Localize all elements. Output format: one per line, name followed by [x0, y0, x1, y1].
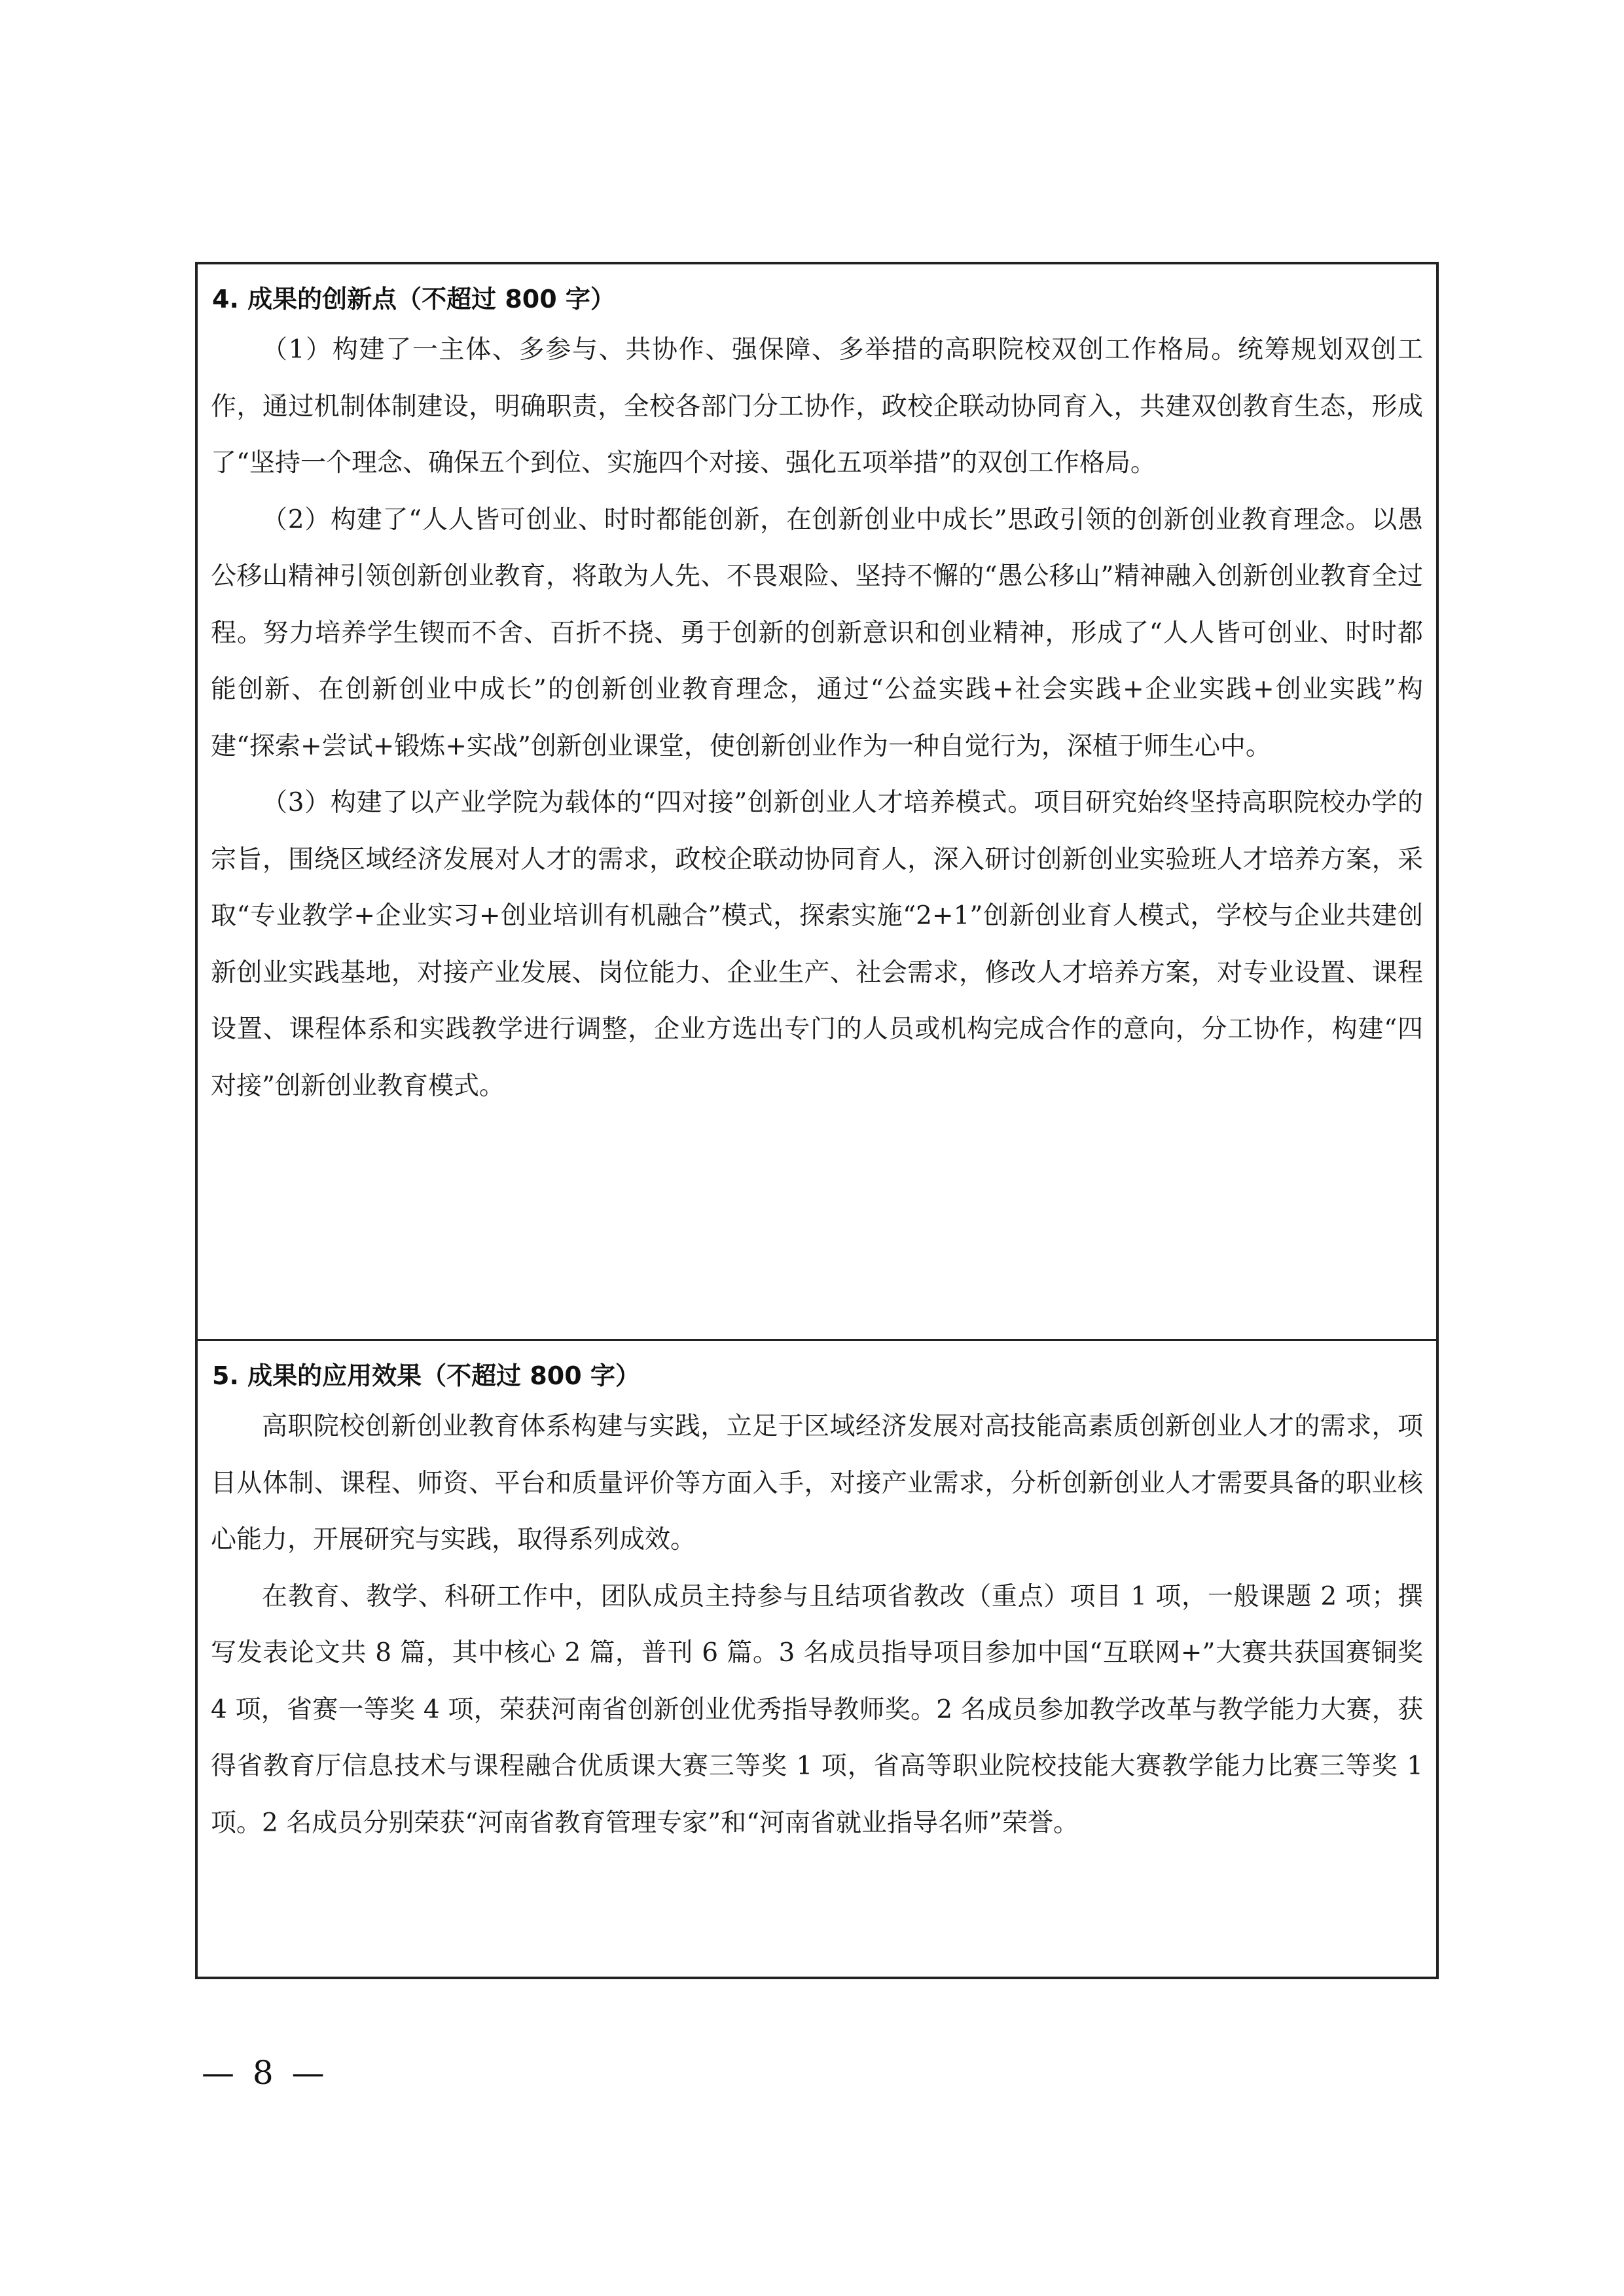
- application-effects-paragraph-1: 高职院校创新创业教育体系构建与实践，立足于区域经济发展对高技能高素质创新创业人才的需求，项目从体制、课程、师资、平台和质量评价等方面入手，对接产业需求，分析创新创业人才需要具备的职业核心能力，开展研究与实践，取得系列成效。: [211, 1412, 1423, 1554]
- page-number: — 8 —: [202, 2054, 329, 2092]
- innovation-point-3: （3）构建了以产业学院为载体的“四对接”创新创业人才培养模式。项目研究始终坚持高职院校办学的宗旨，围绕区域经济发展对人才的需求，政校企联动协同育人，深入研讨创新创业实验班人才培养方案，采取“专业教学+企业实习+创业培训有机融合”模式，探索实施“2+1”创新创业育人模式，学校与企业共建创新创业实践基地，对接产业发展、岗位能力、企业生产、社会需求，修改人才培养方案，对专业设置、课程设置、课程体系和实践教学进行调整，企业方选出专门的人员或机构完成合作的意向，分工协作，构建“四对接”创新创业教育模式。: [211, 788, 1423, 1101]
- form-table: [195, 262, 1439, 1979]
- application-effects-paragraph-2: 在教育、教学、科研工作中，团队成员主持参与且结项省教改（重点）项目 1 项，一般课题 2 项；撰写发表论文共 8 篇，其中核心 2 篇，普刊 6 篇。3 名成员指导项目参加中国“互联网+”大赛共获国赛铜奖 4 项，省赛一等奖 4 项，荣获河南省创新创业优秀指导教师奖。2 名成员参加教学改革与教学能力大赛，获得省教育厅信息技术与课程融合优质课大赛三等奖 1 项，省高等职业院校技能大赛教学能力比赛三等奖 1 项。2 名成员分别荣获“河南省教育管理专家”和“河南省就业指导名师”荣誉。: [211, 1581, 1423, 1838]
- innovation-point-2: （2）构建了“人人皆可创业、时时都能创新，在创新创业中成长”思政引领的创新创业教育理念。以愚公移山精神引领创新创业教育，将敢为人先、不畏艰险、坚持不懈的“愚公移山”精神融入创新创业教育全过程。努力培养学生锲而不舍、百折不挠、勇于创新的创新意识和创业精神，形成了“人人皆可创业、时时都能创新、在创新创业中成长”的创新创业教育理念，通过“公益实践+社会实践+企业实践+创业实践”构建“探索+尝试+锻炼+实战”创新创业课堂，使创新创业作为一种自觉行为，深植于师生心中。: [211, 505, 1423, 761]
- innovation-points-heading: 4. 成果的创新点（不超过 800 字）: [212, 285, 615, 314]
- innovation-point-1: （1）构建了一主体、多参与、共协作、强保障、多举措的高职院校双创工作格局。统筹规划双创工作，通过机制体制建设，明确职责，全校各部门分工协作，政校企联动协同育入，共建双创教育生态，形成了“坚持一个理念、确保五个到位、实施四个对接、强化五项举措”的双创工作格局。: [211, 335, 1423, 478]
- application-effects-heading: 5. 成果的应用效果（不超过 800 字）: [212, 1361, 640, 1390]
- application-effects-section: [198, 1339, 1436, 1977]
- innovation-points-section: [198, 264, 1436, 1339]
